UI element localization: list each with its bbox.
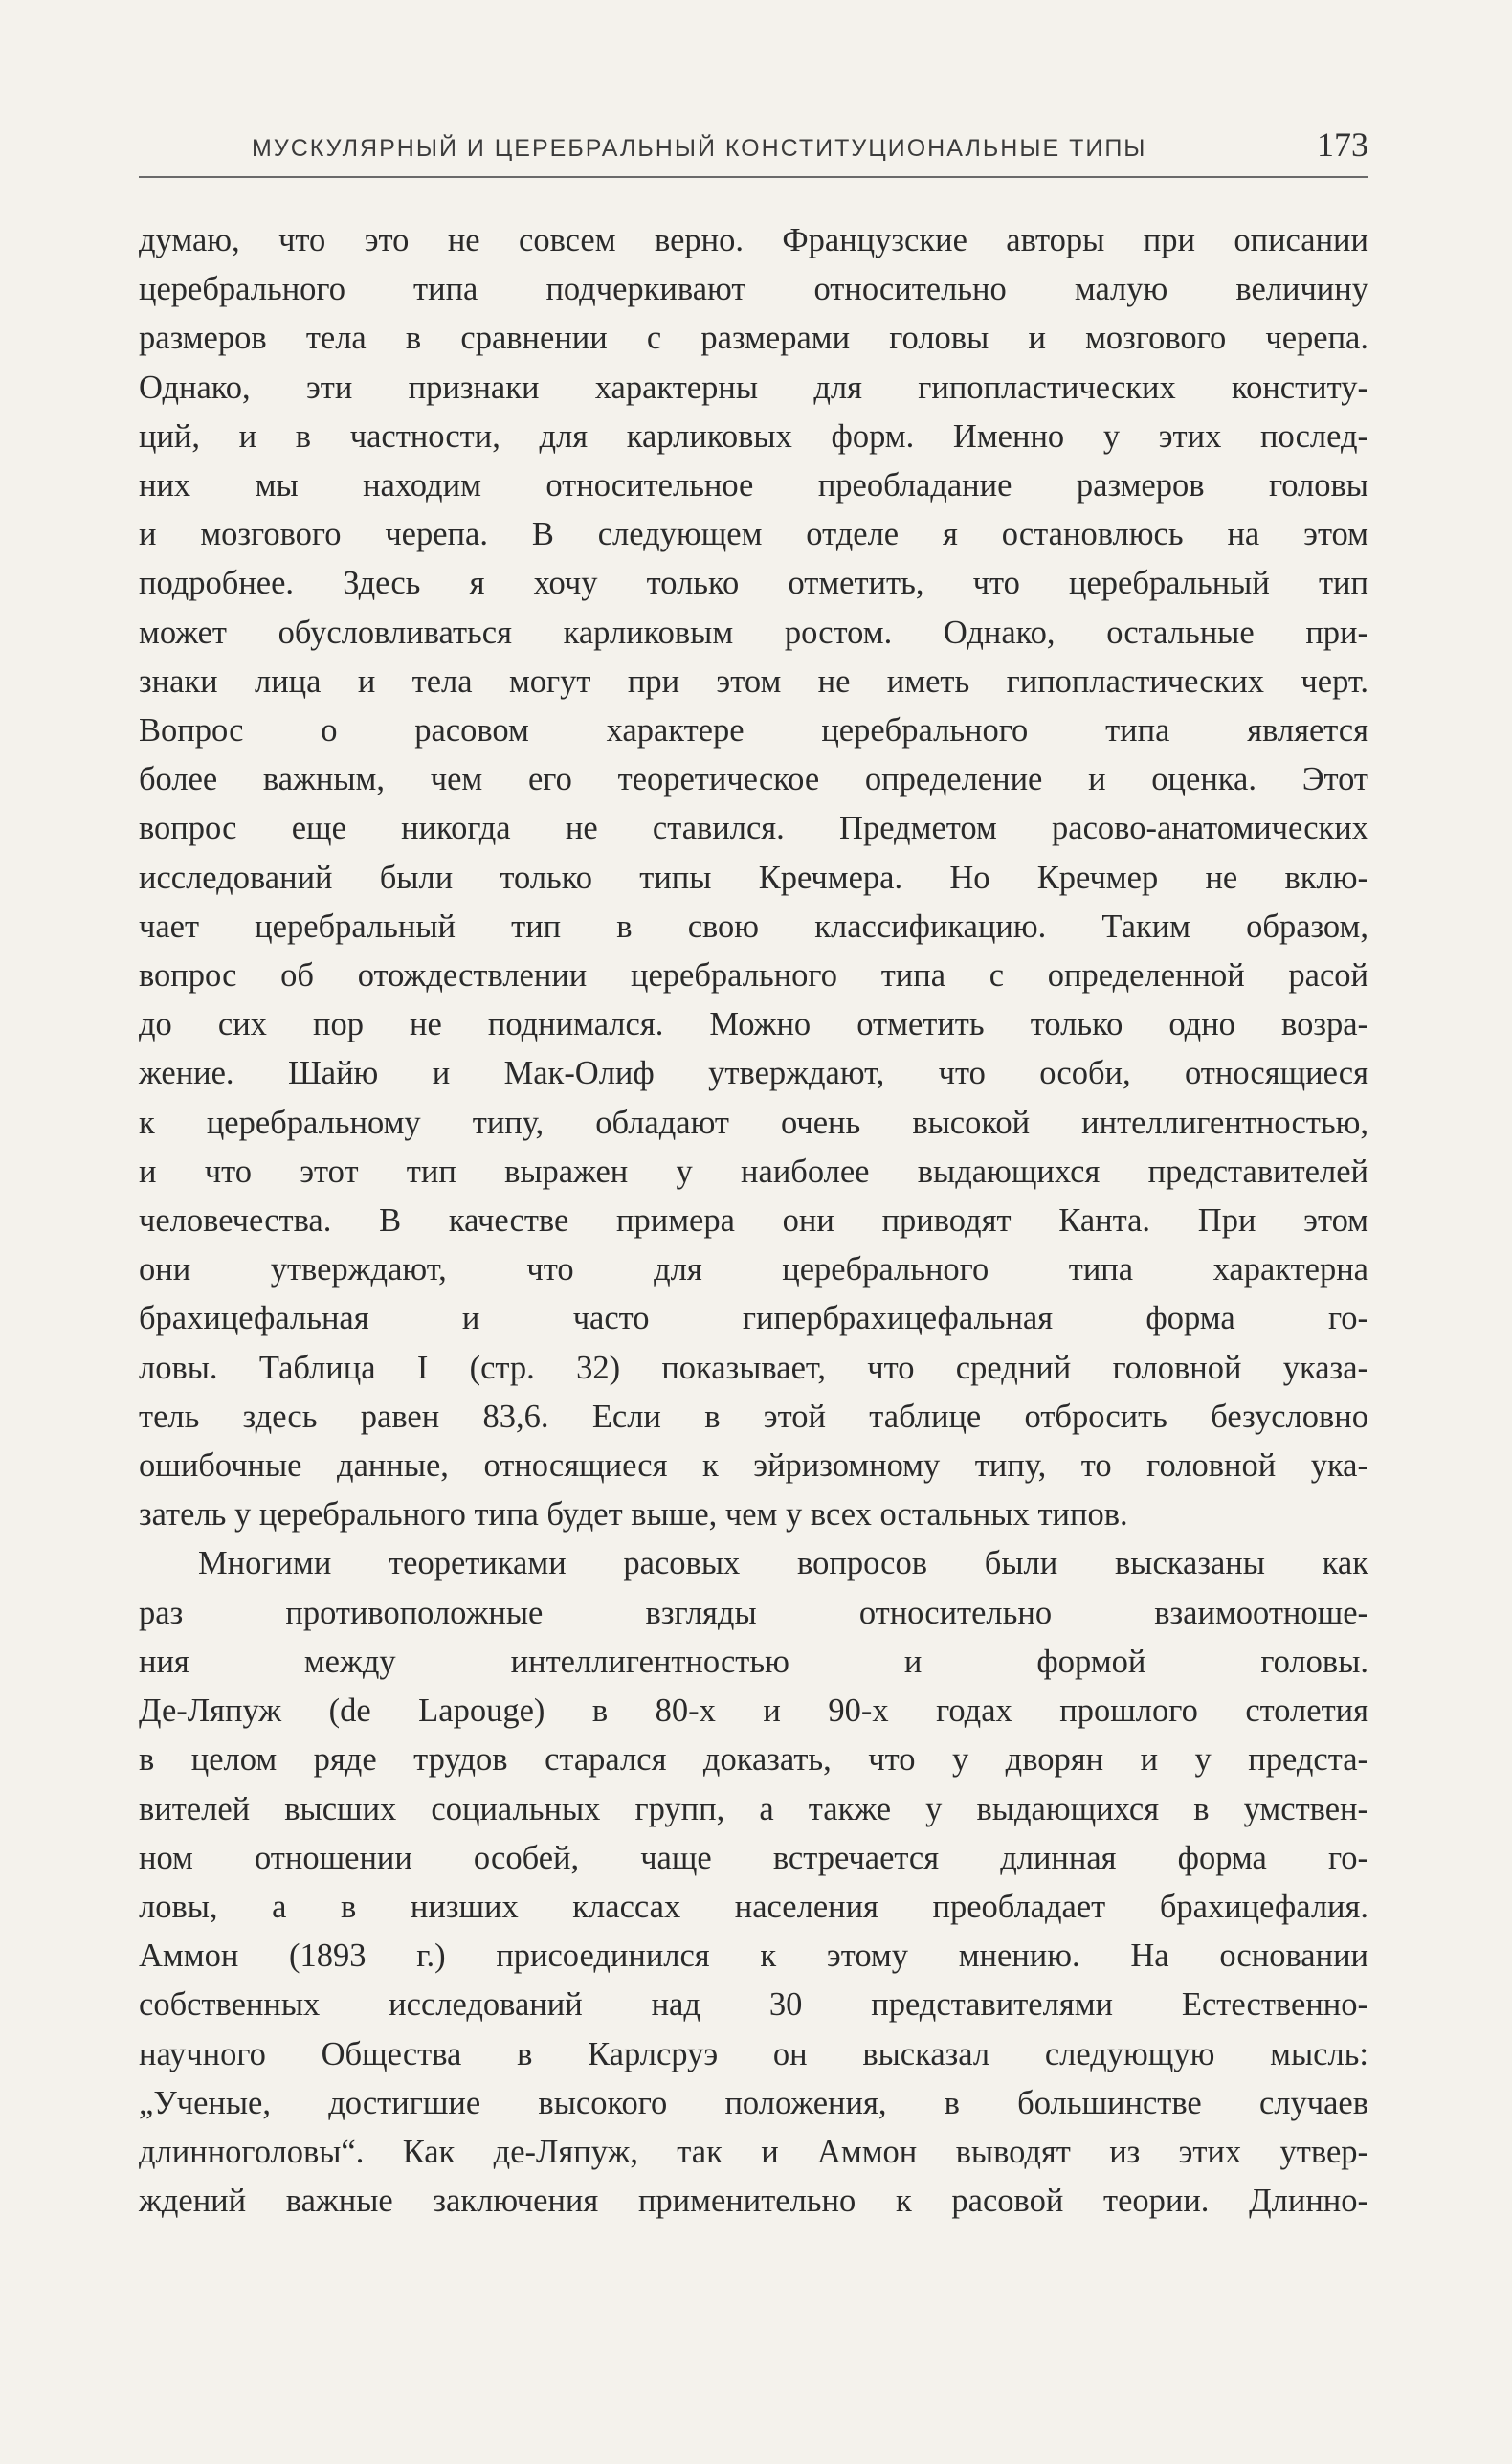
text-line: Вопрос о расовом характере церебрального типа является: [139, 712, 1368, 750]
text-line: более важным, чем его теоретическое определение и оценка. Этот: [139, 761, 1368, 798]
text-line: церебрального типа подчеркивают относительно малую величину: [139, 271, 1368, 308]
text-line: Де-Ляпуж (de Lapouge) в 80-х и 90-х годах прошлого столетия: [139, 1692, 1368, 1730]
text-line: они утверждают, что для церебрального типа характерна: [139, 1251, 1368, 1288]
body-text: [139, 216, 1368, 2226]
paragraph-1: [139, 216, 1368, 1539]
text-line: ном отношении особей, чаще встречается длинная форма го-: [139, 1839, 1368, 1876]
text-line: ошибочные данные, относящиеся к эйризомному типу, то головной ука-: [139, 1447, 1368, 1485]
text-line: „Ученые, достигшие высокого положения, в большинстве случаев: [139, 2084, 1368, 2121]
text-line: думаю, что это не совсем верно. Французские авторы при описании: [139, 222, 1368, 258]
text-line: затель у церебрального типа будет выше, чем у всех остальных типов.: [139, 1496, 1128, 1534]
text-line: собственных исследований над 30 представителями Естественно-: [139, 1986, 1368, 2024]
text-line: к церебральному типу, обладают очень высокой интеллигентностью,: [139, 1104, 1368, 1141]
paragraph-2: [139, 1539, 1368, 2226]
text-line: ждений важные заключения применительно к расовой теории. Длинно-: [139, 2183, 1368, 2220]
text-line: Однако, эти признаки характерны для гипопластических конститу-: [139, 369, 1368, 406]
text-line: раз противоположные взгляды относительно взаимоотноше-: [139, 1594, 1368, 1631]
text-line: ловы. Таблица I (стр. 32) показывает, что средний головной указа-: [139, 1349, 1368, 1386]
text-line: ния между интеллигентностью и формой головы.: [139, 1643, 1368, 1680]
text-line: размеров тела в сравнении с размерами головы и мозгового черепа.: [139, 320, 1368, 357]
page-number: 173: [1317, 125, 1368, 164]
book-page: [139, 124, 1368, 2226]
text-line: Аммон (1893 г.) присоединился к этому мнению. На основании: [139, 1938, 1368, 1975]
text-line: вопрос еще никогда не ставился. Предметом расово-анатомических: [139, 810, 1368, 847]
text-line: знаки лица и тела могут при этом не иметь гипопластических черт.: [139, 662, 1368, 700]
text-line: и что этот тип выражен у наиболее выдающихся представителей: [139, 1153, 1368, 1190]
text-line: исследований были только типы Кречмера. Но Кречмер не вклю-: [139, 859, 1368, 896]
text-line: подробнее. Здесь я хочу только отметить, что церебральный тип: [139, 565, 1368, 602]
text-line: Многими теоретиками расовых вопросов были высказаны как: [198, 1545, 1368, 1582]
text-line: длинноголовы“. Как де-Ляпуж, так и Аммон выводят из этих утвер-: [139, 2133, 1368, 2170]
text-line: брахицефальная и часто гипербрахицефальная форма го-: [139, 1300, 1368, 1337]
text-line: тель здесь равен 83,6. Если в этой таблице отбросить безусловно: [139, 1398, 1368, 1435]
text-line: человечества. В качестве примера они приводят Канта. При этом: [139, 1202, 1368, 1240]
text-line: вителей высших социальных групп, а также у выдающихся в умствен-: [139, 1790, 1368, 1827]
text-line: может обусловливаться карликовым ростом. Однако, остальные при-: [139, 614, 1368, 651]
running-title: МУСКУЛЯРНЫЙ И ЦЕРЕБРАЛЬНЫЙ КОНСТИТУЦИОНАЛЬНЫЕ ТИПЫ: [252, 135, 1147, 162]
text-line: в целом ряде трудов старался доказать, что у дворян и у предста-: [139, 1741, 1368, 1779]
text-line: ций, и в частности, для карликовых форм. Именно у этих послед-: [139, 417, 1368, 455]
text-line: и мозгового черепа. В следующем отделе я остановлюсь на этом: [139, 516, 1368, 553]
text-line: до сих пор не поднимался. Можно отметить только одно возра-: [139, 1006, 1368, 1043]
text-line: чает церебральный тип в свою классификацию. Таким образом,: [139, 907, 1368, 945]
text-line: них мы находим относительное преобладание размеров головы: [139, 467, 1368, 504]
text-line: жение. Шайю и Мак-Олиф утверждают, что особи, относящиеся: [139, 1055, 1368, 1092]
text-line: научного Общества в Карлсруэ он высказал следующую мысль:: [139, 2035, 1368, 2072]
running-head: [139, 124, 1368, 178]
text-line: вопрос об отождествлении церебрального типа с определенной расой: [139, 957, 1368, 995]
text-line: ловы, а в низших классах населения преобладает брахицефалия.: [139, 1888, 1368, 1925]
